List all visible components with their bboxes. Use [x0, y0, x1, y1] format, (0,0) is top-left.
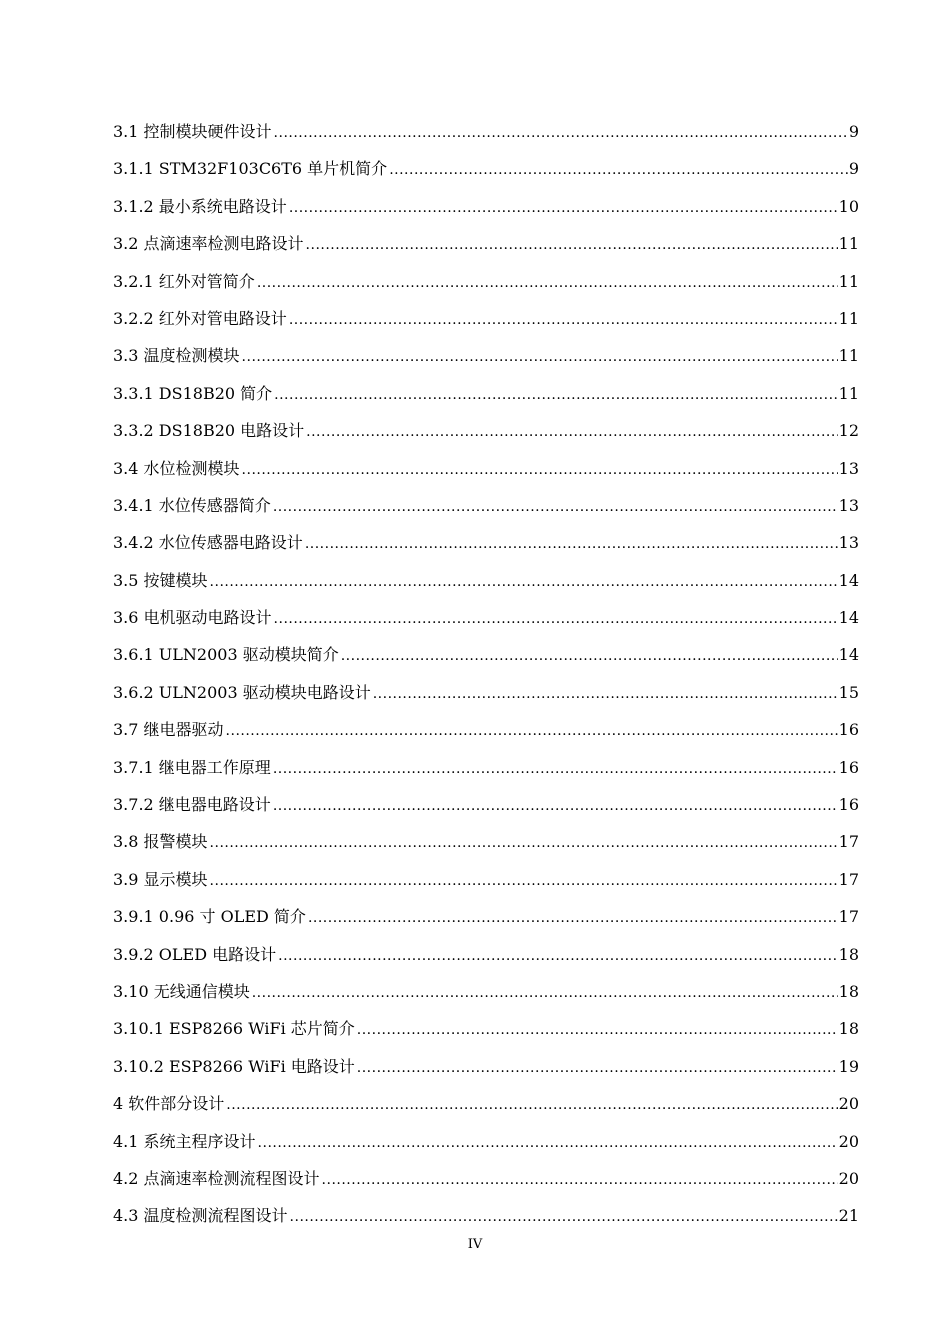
- toc-entry[interactable]: [113, 269, 859, 306]
- toc-entry[interactable]: [113, 867, 859, 904]
- toc-entry-title: 4.3 温度检测流程图设计: [113, 1206, 288, 1226]
- toc-entry-title: 3.6 电机驱动电路设计: [113, 608, 272, 628]
- toc-entry-page: 11: [838, 234, 859, 254]
- toc-entry-title: 3.1.1 STM32F103C6T6 单片机简介: [113, 159, 388, 179]
- toc-entry-page: 16: [838, 795, 859, 815]
- table-of-contents: [113, 119, 859, 1241]
- toc-dot-leader: [273, 756, 838, 782]
- toc-dot-leader: [308, 905, 838, 931]
- toc-dot-leader: [289, 307, 838, 333]
- toc-entry[interactable]: [113, 1054, 859, 1091]
- toc-dot-leader: [274, 382, 837, 408]
- toc-entry-page: 9: [848, 122, 859, 141]
- toc-entry[interactable]: [113, 1166, 859, 1203]
- toc-entry-page: 19: [838, 1056, 859, 1076]
- toc-dot-leader: [210, 868, 838, 894]
- toc-entry-title: 3.7.2 继电器电路设计: [113, 795, 271, 815]
- toc-entry[interactable]: [113, 456, 859, 493]
- toc-entry[interactable]: [113, 605, 859, 642]
- toc-entry[interactable]: [113, 1129, 859, 1166]
- toc-entry-title: 3.7 继电器驱动: [113, 720, 224, 740]
- toc-entry-title: 3.10.1 ESP8266 WiFi 芯片简介: [113, 1019, 355, 1039]
- toc-entry[interactable]: [113, 904, 859, 941]
- toc-entry-page: 20: [838, 1094, 859, 1114]
- toc-dot-leader: [306, 232, 838, 258]
- toc-entry-page: 21: [838, 1206, 859, 1226]
- toc-entry-page: 13: [838, 495, 859, 515]
- toc-dot-leader: [252, 980, 838, 1006]
- toc-entry-page: 17: [838, 869, 859, 889]
- toc-dot-leader: [242, 344, 838, 370]
- toc-entry-title: 3.4.2 水位传感器电路设计: [113, 533, 303, 553]
- toc-entry[interactable]: [113, 568, 859, 605]
- toc-entry-title: 4.2 点滴速率检测流程图设计: [113, 1168, 320, 1188]
- toc-entry-title: 4.1 系统主程序设计: [113, 1131, 256, 1151]
- toc-entry-title: 3.3.1 DS18B20 简介: [113, 383, 273, 403]
- toc-entry[interactable]: [113, 1091, 859, 1128]
- toc-dot-leader: [273, 494, 838, 520]
- toc-entry-page: 20: [838, 1131, 859, 1151]
- toc-dot-leader: [306, 419, 837, 445]
- toc-entry-title: 3.10 无线通信模块: [113, 981, 250, 1001]
- toc-entry-page: 15: [838, 682, 859, 702]
- toc-entry-title: 3.7.1 继电器工作原理: [113, 757, 271, 777]
- toc-entry-page: 16: [838, 757, 859, 777]
- toc-entry-page: 13: [838, 533, 859, 553]
- toc-dot-leader: [341, 643, 838, 669]
- toc-entry-page: 9: [848, 159, 859, 179]
- toc-entry-page: 13: [838, 458, 859, 478]
- toc-entry-title: 3.10.2 ESP8266 WiFi 电路设计: [113, 1056, 355, 1076]
- toc-dot-leader: [322, 1167, 838, 1193]
- toc-dot-leader: [290, 1204, 838, 1230]
- toc-dot-leader: [357, 1017, 838, 1043]
- toc-entry-page: 14: [838, 608, 859, 628]
- toc-entry[interactable]: [113, 231, 859, 268]
- toc-entry-page: 14: [838, 645, 859, 665]
- toc-entry-page: 20: [838, 1168, 859, 1188]
- toc-dot-leader: [210, 830, 838, 856]
- toc-dot-leader: [274, 606, 838, 632]
- toc-entry[interactable]: [113, 642, 859, 679]
- toc-entry[interactable]: [113, 194, 859, 231]
- toc-entry-title: 3.2.2 红外对管电路设计: [113, 308, 287, 328]
- toc-entry-page: 10: [838, 196, 859, 216]
- toc-entry-title: 4 软件部分设计: [113, 1094, 225, 1114]
- toc-entry[interactable]: [113, 343, 859, 380]
- toc-dot-leader: [226, 1092, 837, 1118]
- toc-entry[interactable]: [113, 717, 859, 754]
- toc-entry-page: 17: [838, 832, 859, 852]
- toc-entry-title: 3.2.1 红外对管简介: [113, 271, 255, 291]
- toc-dot-leader: [242, 457, 838, 483]
- toc-entry-title: 3.8 报警模块: [113, 832, 208, 852]
- toc-entry-page: 18: [838, 1019, 859, 1039]
- toc-entry-page: 16: [838, 720, 859, 740]
- toc-entry[interactable]: [113, 1016, 859, 1053]
- toc-entry[interactable]: [113, 829, 859, 866]
- toc-entry[interactable]: [113, 156, 859, 193]
- toc-entry-page: 11: [838, 271, 859, 291]
- toc-entry[interactable]: [113, 306, 859, 343]
- toc-entry-title: 3.2 点滴速率检测电路设计: [113, 234, 304, 254]
- toc-dot-leader: [274, 120, 848, 146]
- toc-entry-page: 11: [838, 308, 859, 328]
- toc-dot-leader: [258, 1130, 838, 1156]
- toc-entry-page: 17: [838, 907, 859, 927]
- toc-entry[interactable]: [113, 1203, 859, 1240]
- toc-entry[interactable]: [113, 530, 859, 567]
- toc-entry-title: 3.4 水位检测模块: [113, 458, 240, 478]
- toc-dot-leader: [357, 1055, 838, 1081]
- toc-dot-leader: [273, 793, 838, 819]
- toc-entry-title: 3.4.1 水位传感器简介: [113, 495, 271, 515]
- toc-entry[interactable]: [113, 979, 859, 1016]
- toc-dot-leader: [289, 195, 838, 221]
- toc-entry-page: 11: [838, 346, 859, 366]
- toc-entry[interactable]: [113, 680, 859, 717]
- toc-entry-page: 18: [838, 981, 859, 1001]
- toc-entry[interactable]: [113, 381, 859, 418]
- toc-entry-page: 11: [838, 383, 859, 403]
- toc-dot-leader: [305, 531, 838, 557]
- toc-entry-title: 3.1.2 最小系统电路设计: [113, 196, 287, 216]
- toc-dot-leader: [257, 270, 838, 296]
- toc-entry-title: 3.9 显示模块: [113, 869, 208, 889]
- toc-entry-page: 14: [838, 570, 859, 590]
- toc-dot-leader: [226, 718, 838, 744]
- toc-entry-title: 3.6.2 ULN2003 驱动模块电路设计: [113, 682, 371, 702]
- toc-entry-title: 3.9.2 OLED 电路设计: [113, 944, 277, 964]
- toc-entry-title: 3.6.1 ULN2003 驱动模块简介: [113, 645, 339, 665]
- toc-entry-title: 3.5 按键模块: [113, 570, 208, 590]
- toc-entry[interactable]: [113, 119, 859, 156]
- toc-dot-leader: [389, 157, 848, 183]
- toc-entry[interactable]: [113, 792, 859, 829]
- toc-dot-leader: [210, 569, 838, 595]
- toc-entry-title: 3.1 控制模块硬件设计: [113, 122, 272, 141]
- toc-entry[interactable]: [113, 942, 859, 979]
- toc-entry[interactable]: [113, 755, 859, 792]
- toc-entry[interactable]: [113, 418, 859, 455]
- toc-entry-page: 18: [838, 944, 859, 964]
- toc-entry[interactable]: [113, 493, 859, 530]
- page-number: IV: [467, 1237, 483, 1252]
- toc-entry-page: 12: [838, 421, 859, 441]
- toc-entry-title: 3.3 温度检测模块: [113, 346, 240, 366]
- toc-dot-leader: [278, 943, 838, 969]
- toc-dot-leader: [373, 681, 838, 707]
- toc-entry-title: 3.9.1 0.96 寸 OLED 简介: [113, 907, 306, 927]
- toc-entry-title: 3.3.2 DS18B20 电路设计: [113, 421, 305, 441]
